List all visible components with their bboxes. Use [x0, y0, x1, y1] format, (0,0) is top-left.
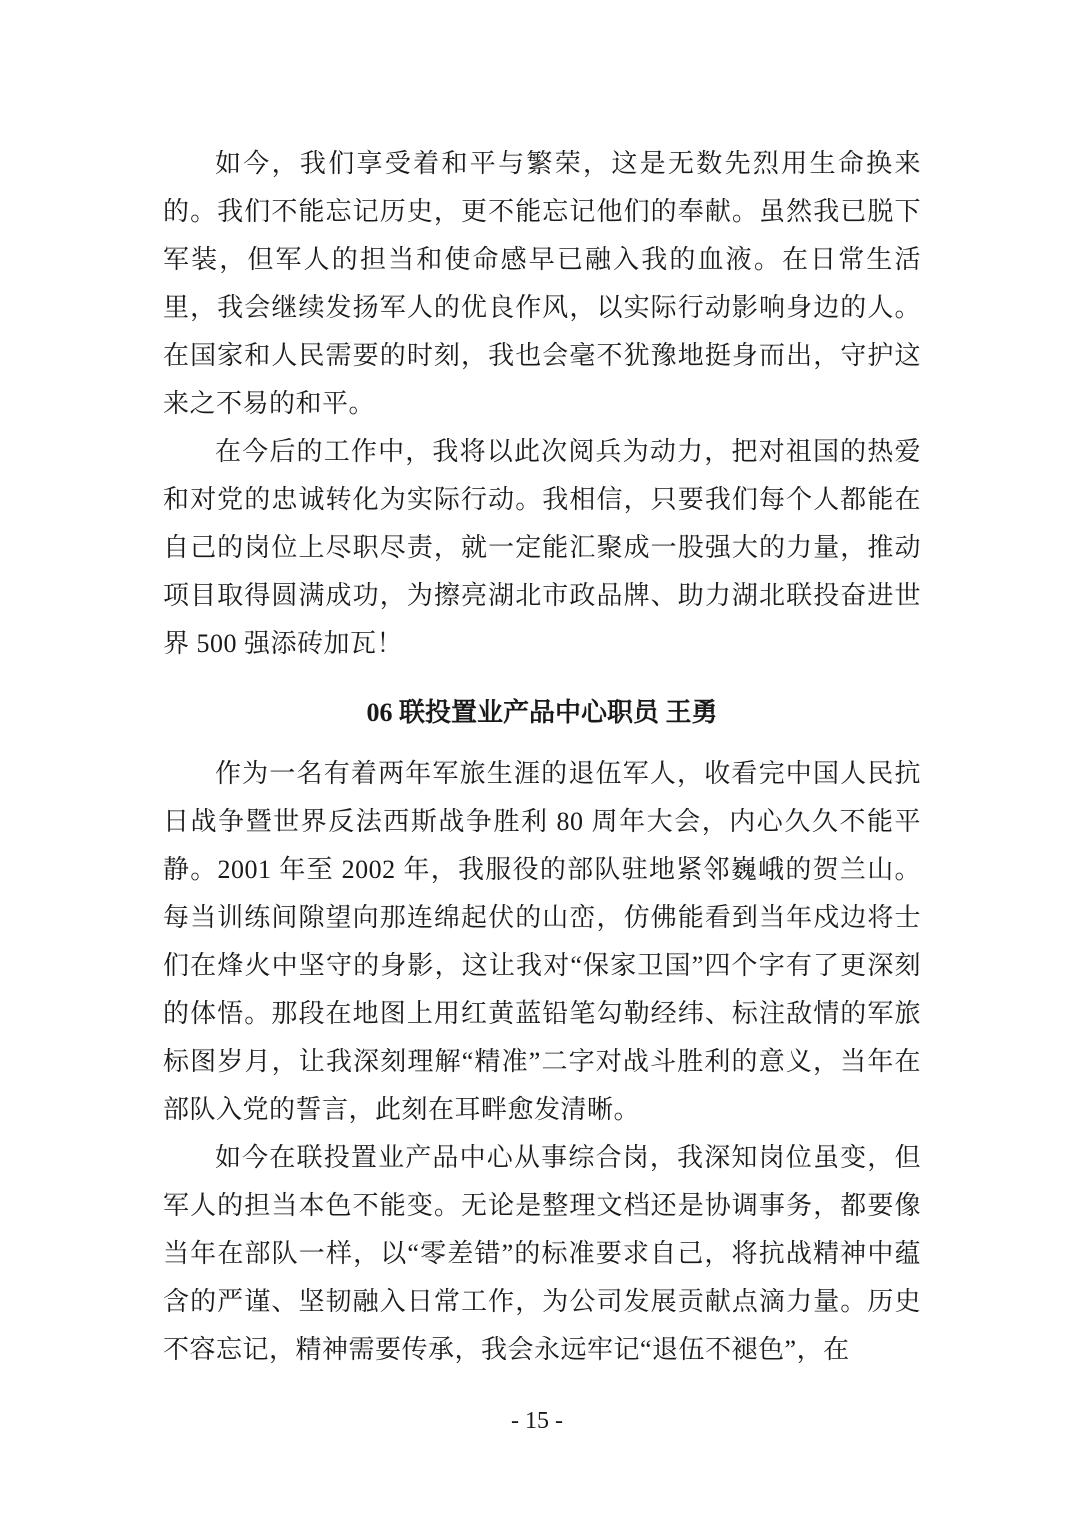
document-body [163, 140, 921, 1374]
paragraph: 如今，我们享受着和平与繁荣，这是无数先烈用生命换来的。我们不能忘记历史，更不能忘记他们的奉献。虽然我已脱下军装，但军人的担当和使命感早已融入我的血液。在日常生活里，我会继续发扬军人的优良作风，以实际行动影响身边的人。在国家和人民需要的时刻，我也会毫不犹豫地挺身而出，守护这来之不易的和平。 [163, 149, 921, 418]
paragraph: 作为一名有着两年军旅生涯的退伍军人，收看完中国人民抗日战争暨世界反法西斯战争胜利 80 周年大会，内心久久不能平静。2001 年至 2002 年，我服役的部队驻地紧邻巍峨的贺兰山。每当训练间隙望向那连绵起伏的山峦，仿佛能看到当年戍边将士们在烽火中坚守的身影，这让我对“保家卫国”四个字有了更深刻的体悟。那段在地图上用红黄蓝铅笔勾勒经纬、标注敌情的军旅标图岁月，让我深刻理解“精准”二字对战斗胜利的意义，当年在部队入党的誓言，此刻在耳畔愈发清晰。 [163, 759, 921, 1124]
section-heading: 06 联投置业产品中心职员 王勇 [366, 698, 718, 727]
paragraph: 如今在联投置业产品中心从事综合岗，我深知岗位虽变，但军人的担当本色不能变。无论是整理文档还是协调事务，都要像当年在部队一样，以“零差错”的标准要求自己，将抗战精神中蕴含的严谨、坚韧融入日常工作，为公司发展贡献点滴力量。历史不容忘记，精神需要传承，我会永远牢记“退伍不褪色”，在 [163, 1143, 921, 1364]
paragraph: 在今后的工作中，我将以此次阅兵为动力，把对祖国的热爱和对党的忠诚转化为实际行动。我相信，只要我们每个人都能在自己的岗位上尽职尽责，就一定能汇聚成一股强大的力量，推动项目取得圆满成功，为擦亮湖北市政品牌、助力湖北联投奋进世界 500 强添砖加瓦！ [163, 437, 921, 658]
page-number: - 15 - [511, 1408, 563, 1434]
